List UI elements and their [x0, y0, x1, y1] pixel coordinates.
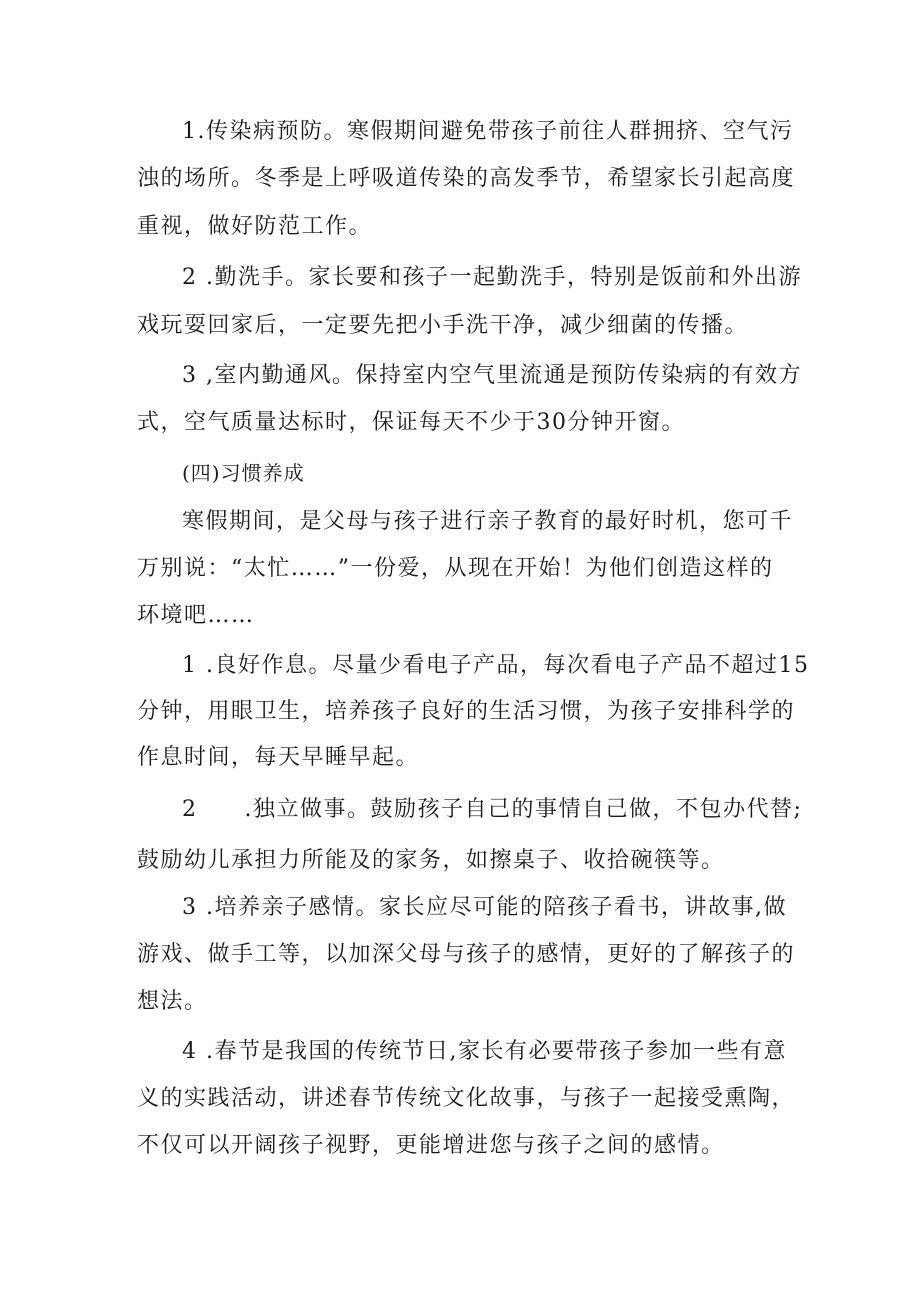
paragraph-9-line-3: 不仅可以开阔孩子视野，更能增进您与孩子之间的感情。	[137, 1133, 725, 1158]
paragraph-8-line-1: 3 .培养亲子感情。家长应尽可能的陪孩子看书，讲故事,做	[182, 895, 787, 920]
paragraph-9-line-2: 义的实践活动，讲述春节传统文化故事，与孩子一起接受熏陶，	[137, 1086, 796, 1111]
paragraph-6-line-1: 1 .良好作息。尽量少看电子产品，每次看电子产品不超过15	[182, 653, 810, 678]
paragraph-6-line-3: 作息时间，每天早睡早起。	[137, 745, 420, 770]
paragraph-1-line-3: 重视，做好防范工作。	[137, 214, 373, 239]
paragraph-3-line-1: 3 ,室内勤通风。保持室内空气里流通是预防传染病的有效方	[182, 363, 802, 388]
paragraph-5-line-3: 环境吧……	[137, 603, 255, 628]
paragraph-1-line-2: 浊的场所。冬季是上呼吸道传染的高发季节，希望家长引起高度	[137, 166, 796, 191]
paragraph-8-line-2: 游戏、做手工等，以加深父母与孩子的感情，更好的了解孩子的	[137, 942, 796, 967]
paragraph-7-line-2: 鼓励幼儿承担力所能及的家务，如擦桌子、收拾碗筷等。	[137, 848, 725, 873]
paragraph-2-line-2: 戏玩耍回家后，一定要先把小手洗干净，减少细菌的传播。	[137, 313, 749, 338]
paragraph-2-line-1: 2 .勤洗手。家长要和孩子一起勤洗手，特别是饭前和外出游	[182, 265, 802, 290]
paragraph-8-line-3: 想法。	[137, 989, 208, 1014]
paragraph-5-line-1: 寒假期间，是父母与孩子进行亲子教育的最好时机，您可千	[182, 509, 794, 534]
paragraph-1-line-1: 1.传染病预防。寒假期间避免带孩子前往人群拥挤、空气污	[182, 119, 794, 144]
paragraph-3-line-2: 式，空气质量达标时，保证每天不少于30分钟开窗。	[137, 410, 685, 435]
section-heading-habits: (四)习惯养成	[182, 461, 305, 485]
paragraph-7-line-1: 2 .独立做事。鼓励孩子自己的事情自己做，不包办代替;	[182, 797, 803, 822]
paragraph-9-line-1: 4 .春节是我国的传统节日,家长有必要带孩子参加一些有意	[182, 1039, 787, 1064]
paragraph-6-line-2: 分钟，用眼卫生，培养孩子良好的生活习惯，为孩子安排科学的	[137, 699, 796, 724]
paragraph-5-line-2: 万别说：“太忙……”一份爱，从现在开始！为他们创造这样的	[137, 556, 774, 581]
